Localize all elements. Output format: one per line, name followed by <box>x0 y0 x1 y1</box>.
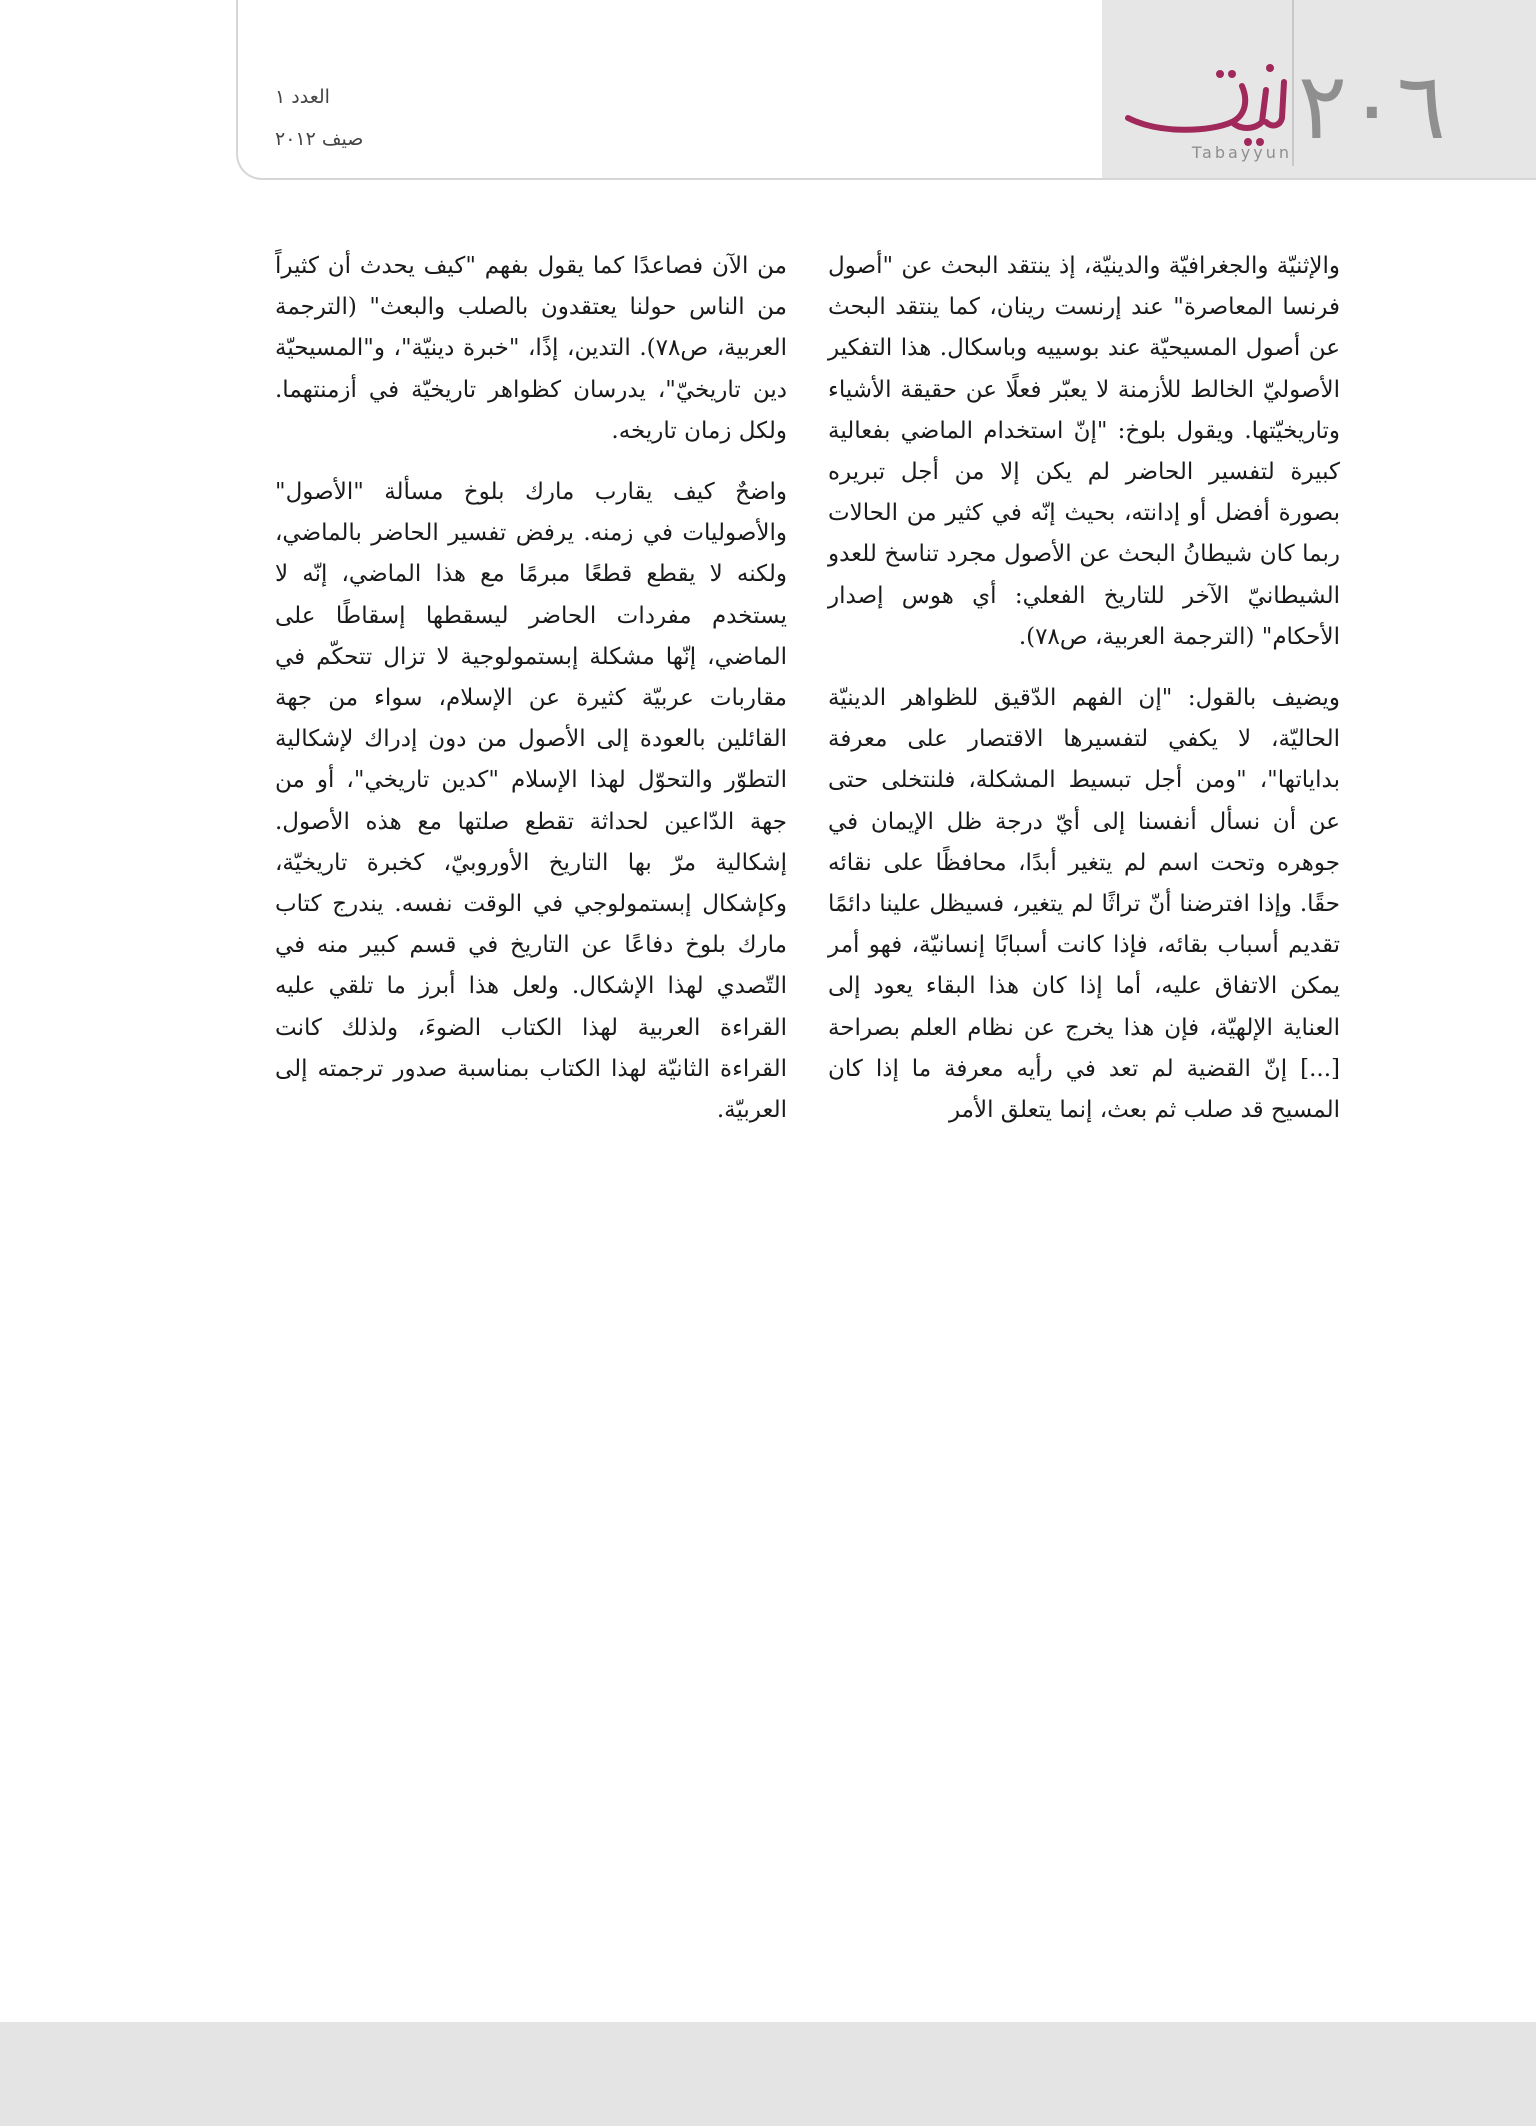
paragraph: واضحٌ كيف يقارب مارك بلوخ مسألة "الأصول" والأصوليات في زمنه. يرفض تفسير الحاضر بالماضي، ولكنه لا يقطع قطعًا مبرمًا مع هذا الماضي، إنّه لا يستخدم مفردات الحاضر ليسقطها إسقاطًا على الماضي، إنّها مشكلة إبستمولوجية لا تزال تتحكّم في مقاربات عربيّة كثيرة عن الإسلام، سواء من جهة القائلين بالعودة إلى الأصول من دون إدراك لإشكالية التطوّر والتحوّل لهذا الإسلام "كدين تاريخي"، أو من جهة الدّاعين لحداثة تقطع صلتها مع هذه الأصول. إشكالية مرّ بها التاريخ الأوروبيّ، كخبرة تاريخيّة، وكإشكال إبستمولوجي في الوقت نفسه. يندرج كتاب مارك بلوخ دفاعًا عن التاريخ في قسم كبير منه في التّصدي لهذا الإشكال. ولعل هذا أبرز ما تلقي عليه القراءة العربية لهذا الكتاب الضوءَ، ولذلك كانت القراءة الثانيّة لهذا الكتاب بمناسبة صدور ترجمته إلى العربيّة. <box>275 479 787 1124</box>
paragraph: من الآن فصاعدًا كما يقول بفهم "كيف يحدث أن كثيراً من الناس حولنا يعتقدون بالصلب والبعث" (الترجمة العربية، ص٧٨). التدين، إذًا، "خبرة دينيّة"، و"المسيحيّة دين تاريخيّ"، يدرسان كظواهر تاريخيّة في أزمنتهما. ولكل زمان تاريخه. <box>275 253 787 444</box>
tabayyun-logo-mark <box>1120 60 1292 150</box>
header-divider <box>1292 0 1294 166</box>
article-right-column <box>828 246 1340 1151</box>
page-number: ٢٠٦ <box>1297 53 1446 160</box>
article-left-column <box>275 246 787 1151</box>
paragraph: ويضيف بالقول: "إن الفهم الدّقيق للظواهر الدينيّة الحاليّة، لا يكفي لتفسيرها الاقتصار على معرفة بداياتها"، "ومن أجل تبسيط المشكلة، فلنتخلى حتى عن أن نسأل أنفسنا إلى أيّ درجة ظل الإيمان في جوهره وتحت اسم لم يتغير أبدًا، محافظًا على نقائه حقًا. وإذا افترضنا أنّ تراثًا لم يتغير، فسيظل علينا دائمًا تقديم أسباب بقائه، فإذا كانت أسبابًا إنسانيّة، فهو أمر يمكن الاتفاق عليه، أما إذا كان هذا البقاء يعود إلى العناية الإلهيّة، فإن هذا يخرج عن نظام العلم بصراحة [...] إنّ القضية لم تعد في رأيه معرفة ما إذا كان المسيح قد صلب ثم بعث، إنما يتعلق الأمر <box>828 685 1340 1124</box>
page-footer-band <box>0 2022 1536 2126</box>
issue-label: العدد ١ <box>275 86 330 108</box>
paragraph: والإثنيّة والجغرافيّة والدينيّة، إذ ينتقد البحث عن "أصول فرنسا المعاصرة" عند إرنست رينان، كما ينتقد البحث عن أصول المسيحيّة عند بوسييه وباسكال. هذا التفكير الأصوليّ الخالط للأزمنة لا يعبّر فعلًا عن حقيقة الأشياء وتاريخيّتها. ويقول بلوخ: "إنّ استخدام الماضي بفعالية كبيرة لتفسير الحاضر لم يكن إلا من أجل تبريره بصورة أفضل أو إدانته، بحيث إنّه في كثير من الحالات ربما كان شيطانُ البحث عن الأصول مجرد تناسخ للعدو الشيطانيّ الآخر للتاريخ الفعلي: أي هوس إصدار الأحكام" (الترجمة العربية، ص٧٨). <box>828 253 1340 650</box>
tabayyun-logo <box>1120 60 1292 166</box>
issue-date: صيف ٢٠١٢ <box>275 128 364 150</box>
logo-latin-text: Tabayyun <box>1191 143 1292 162</box>
